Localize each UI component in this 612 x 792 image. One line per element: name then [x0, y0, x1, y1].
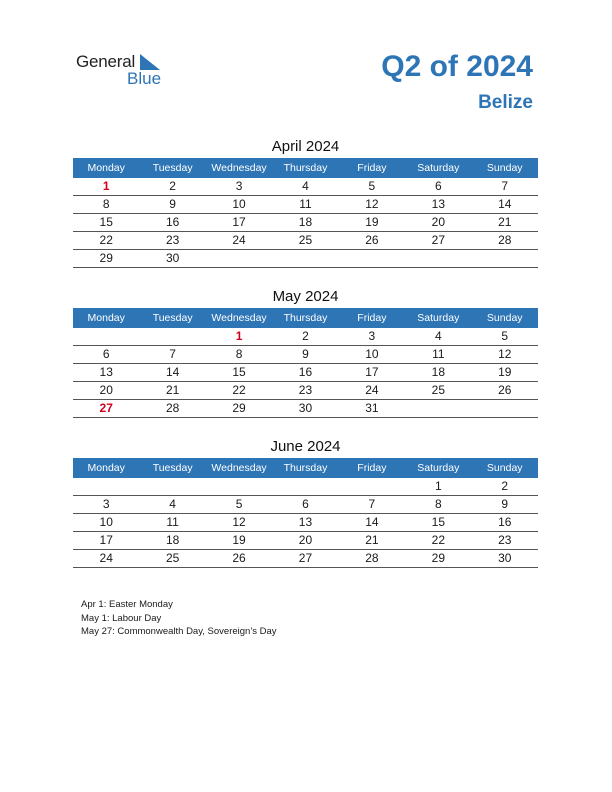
- week-row: [73, 400, 538, 418]
- weekday-label: Saturday: [417, 162, 460, 174]
- day-cell: 11: [299, 197, 312, 211]
- month-calendar-april: [73, 136, 538, 268]
- weekday-label: Sunday: [486, 462, 523, 474]
- day-cell: 15: [99, 215, 113, 229]
- weekday-label: Tuesday: [152, 162, 193, 174]
- day-cell: 16: [298, 365, 313, 379]
- country-name: Belize: [478, 92, 533, 113]
- weekday-label: Wednesday: [211, 462, 267, 474]
- weekday-label: Monday: [87, 312, 125, 324]
- weekday-label: Saturday: [417, 462, 460, 474]
- day-cell: 7: [169, 347, 176, 361]
- day-cell: 12: [365, 197, 379, 211]
- weekday-label: Tuesday: [152, 312, 193, 324]
- day-cell: 29: [431, 551, 445, 565]
- day-cell: [405, 250, 471, 267]
- day-cell: [206, 250, 272, 267]
- day-cell: 19: [365, 215, 379, 229]
- holiday-note: May 1: Labour Day: [81, 612, 162, 624]
- weekday-label: Wednesday: [211, 312, 267, 324]
- day-cell: 9: [302, 347, 309, 361]
- month-calendar-may: [73, 286, 538, 418]
- logo-text-blue: Blue: [127, 69, 162, 88]
- day-cell: 8: [434, 497, 442, 511]
- holiday-note: Apr 1: Easter Monday: [81, 599, 173, 610]
- day-cell: 21: [498, 215, 512, 229]
- day-cell: 14: [498, 197, 512, 211]
- day-cell: 27: [431, 233, 445, 247]
- day-cell: 14: [165, 365, 180, 379]
- day-cell: 6: [302, 497, 309, 511]
- day-cell: 21: [165, 383, 180, 397]
- day-cell: 17: [232, 215, 246, 229]
- day-cell: 7: [368, 497, 376, 511]
- weekday-label: Sunday: [486, 162, 523, 174]
- day-cell: 2: [169, 179, 176, 193]
- day-cell: 20: [99, 383, 113, 397]
- day-cell: 5: [501, 329, 509, 343]
- day-cell: 20: [431, 215, 445, 229]
- day-cell: 18: [431, 365, 445, 379]
- day-cell: 15: [431, 515, 445, 529]
- day-cell: 17: [99, 533, 113, 547]
- week-row: [73, 364, 538, 382]
- day-cell: 28: [165, 401, 180, 415]
- day-cell: 30: [165, 251, 180, 265]
- day-cell: 24: [232, 233, 246, 247]
- day-cell: 10: [99, 515, 113, 529]
- day-cell: 19: [498, 365, 512, 379]
- week-row: [73, 196, 538, 214]
- weekday-label: Monday: [87, 162, 125, 174]
- day-cell: 5: [368, 179, 376, 193]
- holiday-notes: [81, 598, 277, 639]
- day-cell: 5: [235, 497, 243, 511]
- week-row: [73, 514, 538, 532]
- weekday-label: Wednesday: [211, 162, 267, 174]
- weekday-label: Saturday: [417, 312, 460, 324]
- weekday-label: Thursday: [283, 462, 328, 474]
- day-cell: 28: [498, 233, 512, 247]
- day-cell: 2: [302, 329, 309, 343]
- day-cell: 16: [498, 515, 512, 529]
- day-cell: 26: [365, 233, 379, 247]
- day-cell: 9: [501, 497, 509, 511]
- weekday-label: Monday: [87, 462, 125, 474]
- day-cell: 12: [232, 515, 246, 529]
- month-title: April 2024: [271, 138, 340, 155]
- week-row: [73, 328, 538, 346]
- day-cell: 22: [431, 533, 445, 547]
- week-row: [73, 550, 538, 568]
- day-cell: 23: [498, 533, 512, 547]
- day-cell: 8: [102, 197, 110, 211]
- day-cell: 13: [99, 365, 113, 379]
- general-blue-logo: [76, 52, 176, 92]
- weekday-header: [73, 158, 538, 178]
- week-row: [73, 214, 538, 232]
- day-cell: 23: [298, 383, 313, 397]
- day-cell: [405, 400, 471, 417]
- weekday-label: Friday: [357, 462, 387, 474]
- day-cell: 25: [298, 233, 313, 247]
- week-row: [73, 478, 538, 496]
- day-cell: [339, 478, 405, 495]
- day-cell: 25: [165, 551, 180, 565]
- weekday-label: Thursday: [283, 312, 328, 324]
- week-row: [73, 250, 538, 268]
- day-cell: 6: [102, 347, 110, 361]
- day-cell: 19: [232, 533, 246, 547]
- month-grid: [73, 178, 538, 268]
- week-row: [73, 496, 538, 514]
- day-cell: 4: [169, 497, 176, 511]
- day-cell: [272, 478, 338, 495]
- day-cell: 18: [165, 533, 180, 547]
- day-cell: 3: [235, 179, 243, 193]
- day-cell: [73, 478, 139, 495]
- day-cell: 4: [302, 179, 309, 193]
- day-cell: 20: [298, 533, 313, 547]
- weekday-label: Tuesday: [152, 462, 193, 474]
- week-row: [73, 532, 538, 550]
- day-cell: 1: [235, 329, 243, 343]
- weekday-label: Friday: [357, 162, 387, 174]
- day-cell: 30: [298, 401, 313, 415]
- day-cell: 14: [365, 515, 379, 529]
- day-cell: 1: [102, 179, 110, 193]
- day-cell: 10: [365, 347, 379, 361]
- day-cell: [206, 478, 272, 495]
- day-cell: 28: [365, 551, 379, 565]
- page-title: Q2 of 2024: [381, 50, 533, 83]
- day-cell: 4: [434, 329, 442, 343]
- week-row: [73, 382, 538, 400]
- day-cell: 3: [102, 497, 110, 511]
- day-cell: 15: [232, 365, 246, 379]
- month-calendar-june: [73, 436, 538, 568]
- day-cell: [339, 250, 405, 267]
- day-cell: 10: [232, 197, 246, 211]
- day-cell: 25: [431, 383, 445, 397]
- day-cell: 22: [232, 383, 246, 397]
- weekday-label: Friday: [357, 312, 387, 324]
- day-cell: [272, 250, 338, 267]
- day-cell: 8: [235, 347, 243, 361]
- day-cell: [73, 328, 139, 345]
- day-cell: 29: [99, 251, 113, 265]
- day-cell: 12: [498, 347, 512, 361]
- day-cell: 26: [232, 551, 246, 565]
- week-row: [73, 346, 538, 364]
- day-cell: 16: [165, 215, 180, 229]
- day-cell: 30: [498, 551, 512, 565]
- day-cell: [139, 328, 205, 345]
- week-row: [73, 178, 538, 196]
- day-cell: [472, 400, 538, 417]
- week-row: [73, 232, 538, 250]
- day-cell: 21: [365, 533, 379, 547]
- month-title: June 2024: [270, 438, 341, 455]
- logo-text-general: General: [76, 52, 136, 71]
- day-cell: 6: [434, 179, 442, 193]
- day-cell: 29: [232, 401, 246, 415]
- weekday-header: [73, 308, 538, 328]
- day-cell: 18: [298, 215, 313, 229]
- day-cell: 23: [165, 233, 180, 247]
- day-cell: [139, 478, 205, 495]
- day-cell: 13: [298, 515, 313, 529]
- day-cell: 26: [498, 383, 512, 397]
- day-cell: 9: [169, 197, 176, 211]
- day-cell: 11: [166, 515, 179, 529]
- weekday-label: Thursday: [283, 162, 328, 174]
- day-cell: 27: [99, 401, 113, 415]
- month-title: May 2024: [272, 288, 339, 305]
- day-cell: 13: [431, 197, 445, 211]
- weekday-label: Sunday: [486, 312, 523, 324]
- month-grid: [73, 328, 538, 418]
- day-cell: 3: [368, 329, 376, 343]
- holiday-note: May 27: Commonwealth Day, Sovereign’s Day: [81, 626, 277, 637]
- weekday-header: [73, 458, 538, 478]
- day-cell: 1: [434, 479, 442, 493]
- day-cell: 2: [501, 479, 509, 493]
- month-grid: [73, 478, 538, 568]
- day-cell: 27: [298, 551, 313, 565]
- day-cell: 22: [99, 233, 113, 247]
- day-cell: [472, 250, 538, 267]
- day-cell: 11: [432, 347, 445, 361]
- day-cell: 17: [365, 365, 379, 379]
- day-cell: 24: [99, 551, 113, 565]
- day-cell: 7: [501, 179, 509, 193]
- day-cell: 24: [365, 383, 379, 397]
- day-cell: 31: [365, 401, 379, 415]
